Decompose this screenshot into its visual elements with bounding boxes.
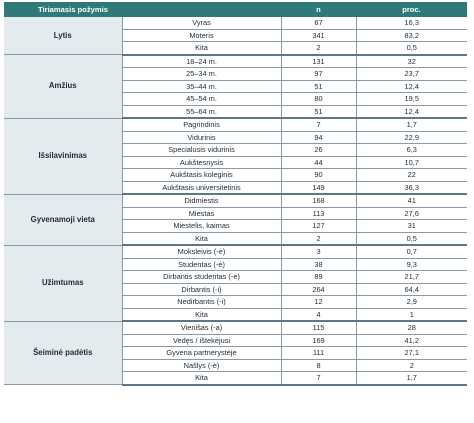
count-value: 4	[281, 308, 356, 321]
count-value: 169	[281, 334, 356, 347]
item-label: Kita	[122, 308, 281, 321]
item-label: 25–34 m.	[122, 68, 281, 81]
percent-value: 10,7	[356, 156, 467, 169]
demographics-table-container	[4, 2, 467, 386]
item-label: Vedęs / ištekėjusi	[122, 334, 281, 347]
item-label: Dirbantis (-i)	[122, 283, 281, 296]
item-label: Miestelis, kaimas	[122, 220, 281, 233]
percent-value: 31	[356, 220, 467, 233]
count-value: 67	[281, 17, 356, 29]
group-label: Šeiminė padėtis	[4, 321, 122, 385]
percent-value: 83,2	[356, 29, 467, 42]
count-value: 26	[281, 144, 356, 157]
count-value: 115	[281, 321, 356, 334]
percent-value: 19,5	[356, 93, 467, 106]
item-label: Didmiestis	[122, 194, 281, 207]
item-label: Moteris	[122, 29, 281, 42]
item-label: Aukštasis koleginis	[122, 169, 281, 182]
group-label: Amžius	[4, 55, 122, 119]
count-value: 44	[281, 156, 356, 169]
percent-value: 12,4	[356, 105, 467, 118]
item-label: 55–64 m.	[122, 105, 281, 118]
count-value: 2	[281, 232, 356, 245]
table-row	[4, 17, 467, 29]
count-value: 113	[281, 207, 356, 220]
percent-value: 9,3	[356, 258, 467, 271]
count-value: 51	[281, 80, 356, 93]
item-label: Našlys (-ė)	[122, 359, 281, 372]
percent-value: 22	[356, 169, 467, 182]
count-value: 111	[281, 347, 356, 360]
item-label: Vidurinis	[122, 131, 281, 144]
item-label: Vienišas (-a)	[122, 321, 281, 334]
count-value: 264	[281, 283, 356, 296]
item-label: 18–24 m.	[122, 55, 281, 68]
count-value: 7	[281, 118, 356, 131]
item-label: Aukštasis universitetinis	[122, 181, 281, 194]
percent-value: 0,5	[356, 232, 467, 245]
count-value: 2	[281, 42, 356, 55]
item-label: Kita	[122, 372, 281, 385]
item-label: Specialusis vidurinis	[122, 144, 281, 157]
table-row	[4, 245, 467, 258]
percent-value: 0,7	[356, 245, 467, 258]
item-label: Vyras	[122, 17, 281, 29]
percent-value: 27,6	[356, 207, 467, 220]
percent-value: 2	[356, 359, 467, 372]
count-value: 149	[281, 181, 356, 194]
percent-value: 41,2	[356, 334, 467, 347]
item-label: Moksleivis (-ė)	[122, 245, 281, 258]
count-value: 38	[281, 258, 356, 271]
table-row	[4, 118, 467, 131]
count-value: 131	[281, 55, 356, 68]
percent-value: 2,9	[356, 296, 467, 309]
percent-value: 12,4	[356, 80, 467, 93]
percent-value: 41	[356, 194, 467, 207]
count-value: 8	[281, 359, 356, 372]
table-row	[4, 194, 467, 207]
group-label: Užimtumas	[4, 245, 122, 321]
percent-value: 23,7	[356, 68, 467, 81]
item-label: Studentas (-ė)	[122, 258, 281, 271]
count-value: 51	[281, 105, 356, 118]
percent-value: 1,7	[356, 372, 467, 385]
demographics-table	[4, 2, 467, 386]
count-value: 94	[281, 131, 356, 144]
header-attribute: Tiriamasis požymis	[4, 2, 281, 17]
table-row	[4, 321, 467, 334]
item-label: Kita	[122, 232, 281, 245]
item-label: Nedirbantis (-i)	[122, 296, 281, 309]
percent-value: 28	[356, 321, 467, 334]
header-n: n	[281, 2, 356, 17]
table-row	[4, 55, 467, 68]
count-value: 97	[281, 68, 356, 81]
percent-value: 6,3	[356, 144, 467, 157]
percent-value: 21,7	[356, 271, 467, 284]
header-row	[4, 2, 467, 17]
percent-value: 1	[356, 308, 467, 321]
count-value: 90	[281, 169, 356, 182]
count-value: 341	[281, 29, 356, 42]
item-label: Aukštesnysis	[122, 156, 281, 169]
count-value: 127	[281, 220, 356, 233]
percent-value: 22,9	[356, 131, 467, 144]
percent-value: 27,1	[356, 347, 467, 360]
item-label: Miestas	[122, 207, 281, 220]
group-label: Išsilavinimas	[4, 118, 122, 194]
group-label: Lytis	[4, 17, 122, 55]
item-label: 45–54 m.	[122, 93, 281, 106]
percent-value: 32	[356, 55, 467, 68]
item-label: 35–44 m.	[122, 80, 281, 93]
percent-value: 64,4	[356, 283, 467, 296]
count-value: 89	[281, 271, 356, 284]
percent-value: 1,7	[356, 118, 467, 131]
percent-value: 16,3	[356, 17, 467, 29]
item-label: Pagrindinis	[122, 118, 281, 131]
count-value: 80	[281, 93, 356, 106]
item-label: Dirbantis studentas (-ė)	[122, 271, 281, 284]
table-header	[4, 2, 467, 17]
count-value: 7	[281, 372, 356, 385]
table-body	[4, 17, 467, 385]
percent-value: 0,5	[356, 42, 467, 55]
item-label: Gyvena partnerystėje	[122, 347, 281, 360]
count-value: 168	[281, 194, 356, 207]
group-label: Gyvenamoji vieta	[4, 194, 122, 245]
header-percent: proc.	[356, 2, 467, 17]
count-value: 12	[281, 296, 356, 309]
percent-value: 36,3	[356, 181, 467, 194]
item-label: Kita	[122, 42, 281, 55]
count-value: 3	[281, 245, 356, 258]
